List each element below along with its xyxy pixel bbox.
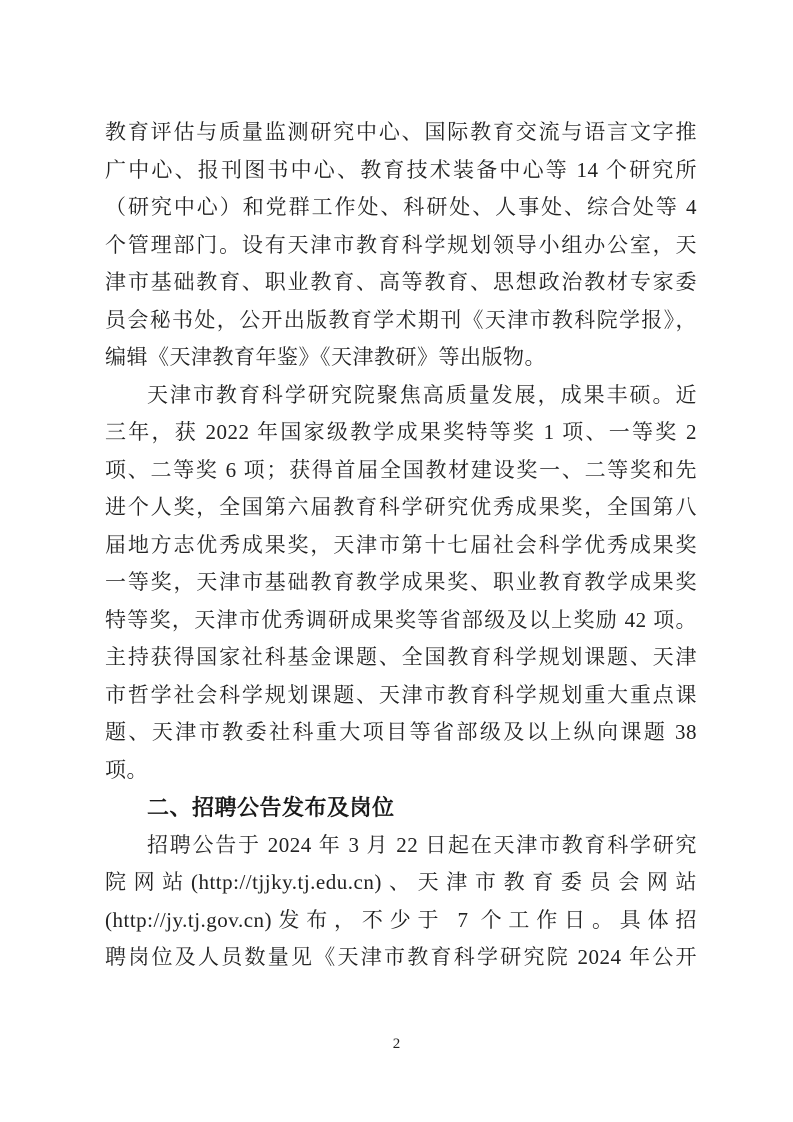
- paragraph-line: 一等奖，天津市基础教育教学成果奖、职业教育教学成果奖: [105, 570, 697, 594]
- paragraph-line: 届地方志优秀成果奖，天津市第十七届社会科学优秀成果奖: [105, 532, 697, 557]
- paragraph-institutes: [105, 114, 697, 377]
- paragraph-line: 项、二等奖 6 项；获得首届全国教材建设奖一、二等奖和先: [105, 457, 697, 482]
- paragraph-line: 招聘公告于 2024 年 3 月 22 日起在天津市教育科学研究: [147, 832, 697, 857]
- paragraph-line: 员会秘书处，公开出版教育学术期刊《天津市教科院学报》，: [105, 307, 697, 332]
- section-heading: 二、招聘公告发布及岗位: [147, 795, 395, 820]
- paragraph-line: 院网站(http://tjjky.tj.edu.cn)、天津市教育委员会网站: [105, 870, 697, 894]
- paragraph-line: 主持获得国家社科基金课题、全国教育科学规划课题、天津: [105, 645, 697, 669]
- paragraph-line: (http://jy.tj.gov.cn)发布，不少于 7 个工作日。具体招: [105, 907, 697, 932]
- page-number: 2: [392, 1036, 401, 1052]
- paragraph-line: 教育评估与质量监测研究中心、国际教育交流与语言文字推: [105, 120, 697, 144]
- paragraph-line: 三年，获 2022 年国家级教学成果奖特等奖 1 项、一等奖 2: [105, 420, 697, 444]
- paragraph-line: 编辑《天津教育年鉴》《天津教研》等出版物。: [105, 345, 546, 369]
- paragraph-line: （研究中心）和党群工作处、科研处、人事处、综合处等 4: [105, 195, 697, 219]
- paragraph-line: 个管理部门。设有天津市教育科学规划领导小组办公室，天: [105, 232, 697, 257]
- text-block: [105, 114, 697, 977]
- paragraph-achievements: [105, 377, 697, 790]
- paragraph-line: 市哲学社会科学规划课题、天津市教育科学规划重大重点课: [105, 682, 697, 707]
- paragraph-line: 特等奖，天津市优秀调研成果奖等省部级及以上奖励 42 项。: [105, 607, 697, 632]
- paragraph-line: 津市基础教育、职业教育、高等教育、思想政治教材专家委: [105, 270, 697, 294]
- paragraph-announcement: [105, 827, 697, 977]
- paragraph-line: 聘岗位及人员数量见《天津市教育科学研究院 2024 年公开: [105, 945, 697, 969]
- paragraph-line: 天津市教育科学研究院聚焦高质量发展，成果丰硕。近: [147, 382, 697, 407]
- paragraph-line: 项。: [105, 757, 148, 782]
- paragraph-line: 题、天津市教委社科重大项目等省部级及以上纵向课题 38: [105, 720, 697, 744]
- paragraph-line: 广中心、报刊图书中心、教育技术装备中心等 14 个研究所: [105, 157, 697, 182]
- paragraph-line: 进个人奖，全国第六届教育科学研究优秀成果奖，全国第八: [105, 495, 697, 519]
